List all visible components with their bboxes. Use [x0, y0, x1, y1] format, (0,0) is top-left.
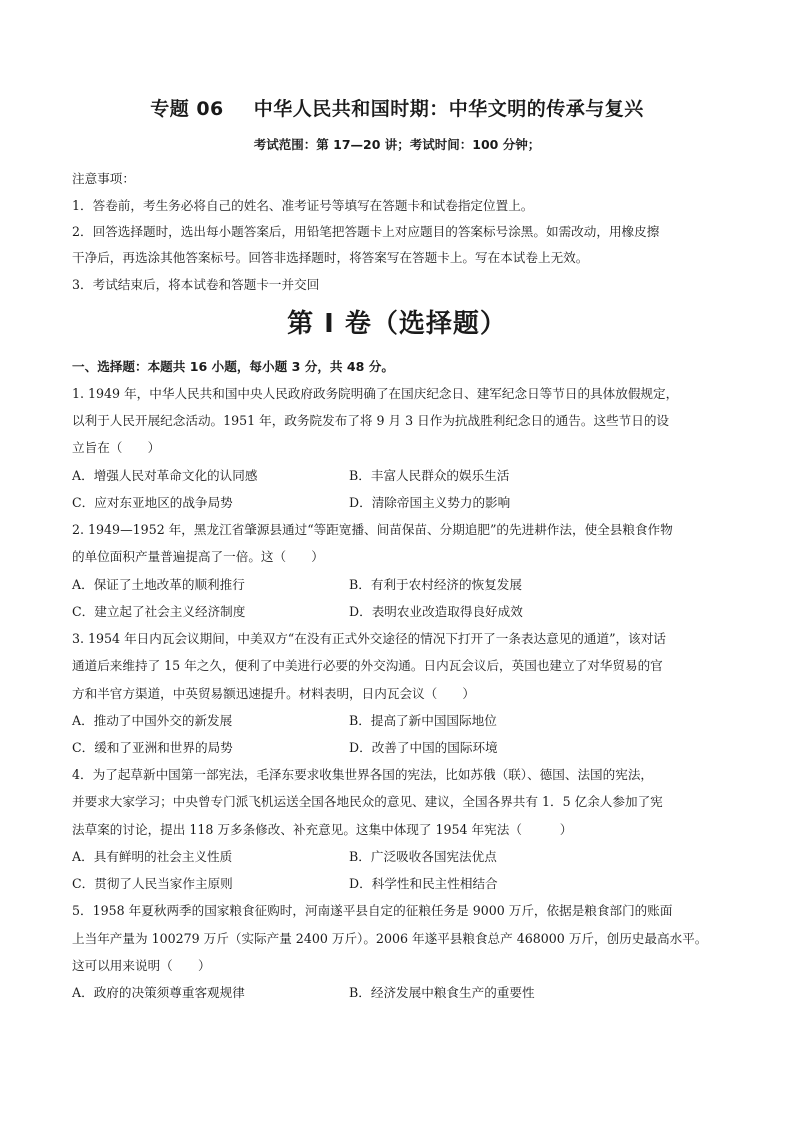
question-3-option-c[interactable]: C．缓和了亚洲和世界的局势: [72, 740, 233, 755]
question-1-line-2: 以利于人民开展纪念活动。1951 年，政务院发布了将 9 月 3 日作为抗战胜利纪念日的通告。这些节日的设: [72, 413, 670, 428]
question-5-line-3: 这可以用来说明（ ）: [72, 958, 211, 973]
question-5-line-1: 5．1958 年夏秋两季的国家粮食征购时，河南遂平县自定的征粮任务是 9000 万斤，依据是粮食部门的账面: [72, 903, 673, 918]
question-3-option-d[interactable]: D．改善了中国的国际环境: [349, 740, 498, 755]
page-title: [0, 94, 794, 121]
question-5-option-a[interactable]: A．政府的决策须尊重客观规律: [72, 985, 245, 1000]
question-3-line-2: 通道后来维持了 15 年之久，便利了中美进行必要的外交沟通。日内瓦会议后，英国也建立了对华贸易的官: [72, 658, 663, 673]
note-item-1: 1．答卷前，考生务必将自己的姓名、准考证号等填写在答题卡和试卷指定位置上。: [72, 198, 534, 213]
question-1-option-d[interactable]: D．清除帝国主义势力的影响: [349, 495, 511, 510]
part-title: 第 I 卷（选择题）: [287, 309, 507, 339]
question-2-option-b[interactable]: B．有利于农村经济的恢复发展: [349, 577, 522, 592]
question-1-option-b[interactable]: B．丰富人民群众的娱乐生活: [349, 468, 510, 483]
note-item-3: 3．考试结束后，将本试卷和答题卡一并交回: [72, 277, 320, 292]
question-5-option-b[interactable]: B．经济发展中粮食生产的重要性: [349, 985, 535, 1000]
question-1-line-3: 立旨在（ ）: [72, 440, 161, 455]
question-5-line-2: 上当年产量为 100279 万斤（实际产量 2400 万斤）。2006 年遂平县粮食总产 468000 万斤，创历史最高水平。: [72, 931, 708, 946]
question-1-option-a[interactable]: A．增强人民对革命文化的认同感: [72, 468, 258, 483]
notes-heading: 注意事项：: [72, 171, 135, 186]
question-2-option-a[interactable]: A．保证了土地改革的顺利推行: [72, 577, 245, 592]
question-2-line-2: 的单位面积产量普遍提高了一倍。这（ ）: [72, 549, 324, 564]
question-4-option-c[interactable]: C．贯彻了人民当家作主原则: [72, 876, 233, 891]
question-1-option-c[interactable]: C．应对东亚地区的战争局势: [72, 495, 233, 510]
title-topic-name: 中华人民共和国时期：中华文明的传承与复兴: [253, 98, 644, 120]
question-3-line-1: 3. 1954 年日内瓦会议期间，中美双方“在没有正式外交途径的情况下打开了一条表达意见的通道”，该对话: [72, 631, 666, 646]
question-2-option-c[interactable]: C．建立起了社会主义经济制度: [72, 604, 246, 619]
note-item-2-line-1: 2．回答选择题时，选出每小题答案后，用铅笔把答题卡上对应题目的答案标号涂黑。如需改动，用橡皮擦: [72, 224, 660, 239]
note-item-2-line-2: 干净后，再选涂其他答案标号。回答非选择题时，将答案写在答题卡上。写在本试卷上无效。: [72, 250, 589, 265]
title-topic-number: 专题 06: [150, 98, 224, 120]
question-4-line-3: 法草案的讨论，提出 118 万多条修改、补充意见。这集中体现了 1954 年宪法（ ）: [72, 822, 573, 837]
question-4-option-d[interactable]: D．科学性和民主性相结合: [349, 876, 498, 891]
question-2-option-d[interactable]: D．表明农业改造取得良好成效: [349, 604, 523, 619]
question-3-option-b[interactable]: B．提高了新中国国际地位: [349, 713, 497, 728]
question-4-option-b[interactable]: B．广泛吸收各国宪法优点: [349, 849, 497, 864]
question-4-line-1: 4．为了起草新中国第一部宪法，毛泽东要求收集世界各国的宪法，比如苏俄（联）、德国、法国的宪法，: [72, 767, 654, 782]
question-4-line-2: 并要求大家学习；中央曾专门派飞机运送全国各地民众的意见、建议，全国各界共有 1．5 亿余人参加了宪: [72, 794, 663, 809]
question-4-option-a[interactable]: A．具有鲜明的社会主义性质: [72, 849, 233, 864]
question-3-option-a[interactable]: A．推动了中国外交的新发展: [72, 713, 233, 728]
question-1-line-1: 1. 1949 年，中华人民共和国中央人民政府政务院明确了在国庆纪念日、建军纪念日等节日的具体放假规定，: [72, 386, 679, 401]
question-3-line-3: 方和半官方渠道，中英贸易额迅速提升。材料表明，日内瓦会议（ ）: [72, 686, 475, 701]
question-2-line-1: 2. 1949—1952 年，黑龙江省肇源县通过“等距宽播、间苗保苗、分期追肥”的先进耕作法，使全县粮食作物: [72, 522, 673, 537]
exam-scope: 考试范围：第 17—20 讲；考试时间：100 分钟；: [253, 137, 541, 152]
section-heading: 一、选择题：本题共 16 小题，每小题 3 分，共 48 分。: [72, 359, 394, 374]
